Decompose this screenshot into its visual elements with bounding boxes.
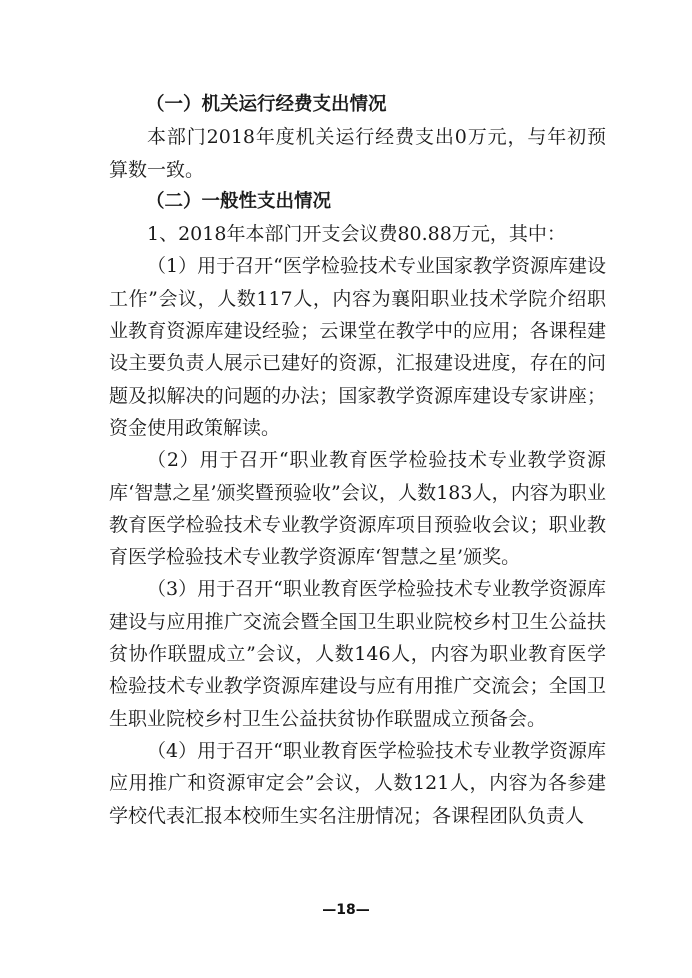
paragraph-3: （1）用于召开“医学检验技术专业国家教学资源库建设工作”会议，人数117人，内容为襄阳职业技术学院介绍职业教育资源库建设经验；云课堂在教学中的应用；各课程建设主要负责人展示已建好的资源，汇报建设进度，存在的问题及拟解决的问题的办法；国家教学资源库建设专家讲座；资金使用政策解读。 — [109, 255, 606, 439]
paragraph-6: （4）用于召开“职业教育医学检验技术专业教学资源库应用推广和资源审定会”会议，人数121人，内容为各参建学校代表汇报本校师生实名注册情况；各课程团队负责人 — [109, 739, 606, 827]
section-heading-2: （二）一般性支出情况 — [146, 190, 332, 212]
paragraph-4: （2）用于召开“职业教育医学检验技术专业教学资源库‘智慧之星’颁奖暨预验收”会议，人数183人，内容为职业教育医学检验技术专业教学资源库项目预验收会议；职业教育医学检验技术专业教学资源库‘智慧之星’颁奖。 — [109, 449, 606, 569]
paragraph-2: 1、2018年本部门开支会议费80.88万元，其中： — [147, 223, 566, 246]
paragraph-5: （3）用于召开“职业教育医学检验技术专业教学资源库建设与应用推广交流会暨全国卫生职业院校乡村卫生公益扶贫协作联盟成立”会议，人数146人，内容为职业教育医学检验技术专业教学资源库建设与应有用推广交流会；全国卫生职业院校乡村卫生公益扶贫协作联盟成立预备会。 — [109, 578, 606, 730]
page-number: —18— — [322, 902, 370, 918]
paragraph-1: 本部门2018年度机关运行经费支出0万元，与年初预算数一致。 — [109, 126, 606, 181]
section-heading-1: （一）机关运行经费支出情况 — [146, 94, 387, 115]
